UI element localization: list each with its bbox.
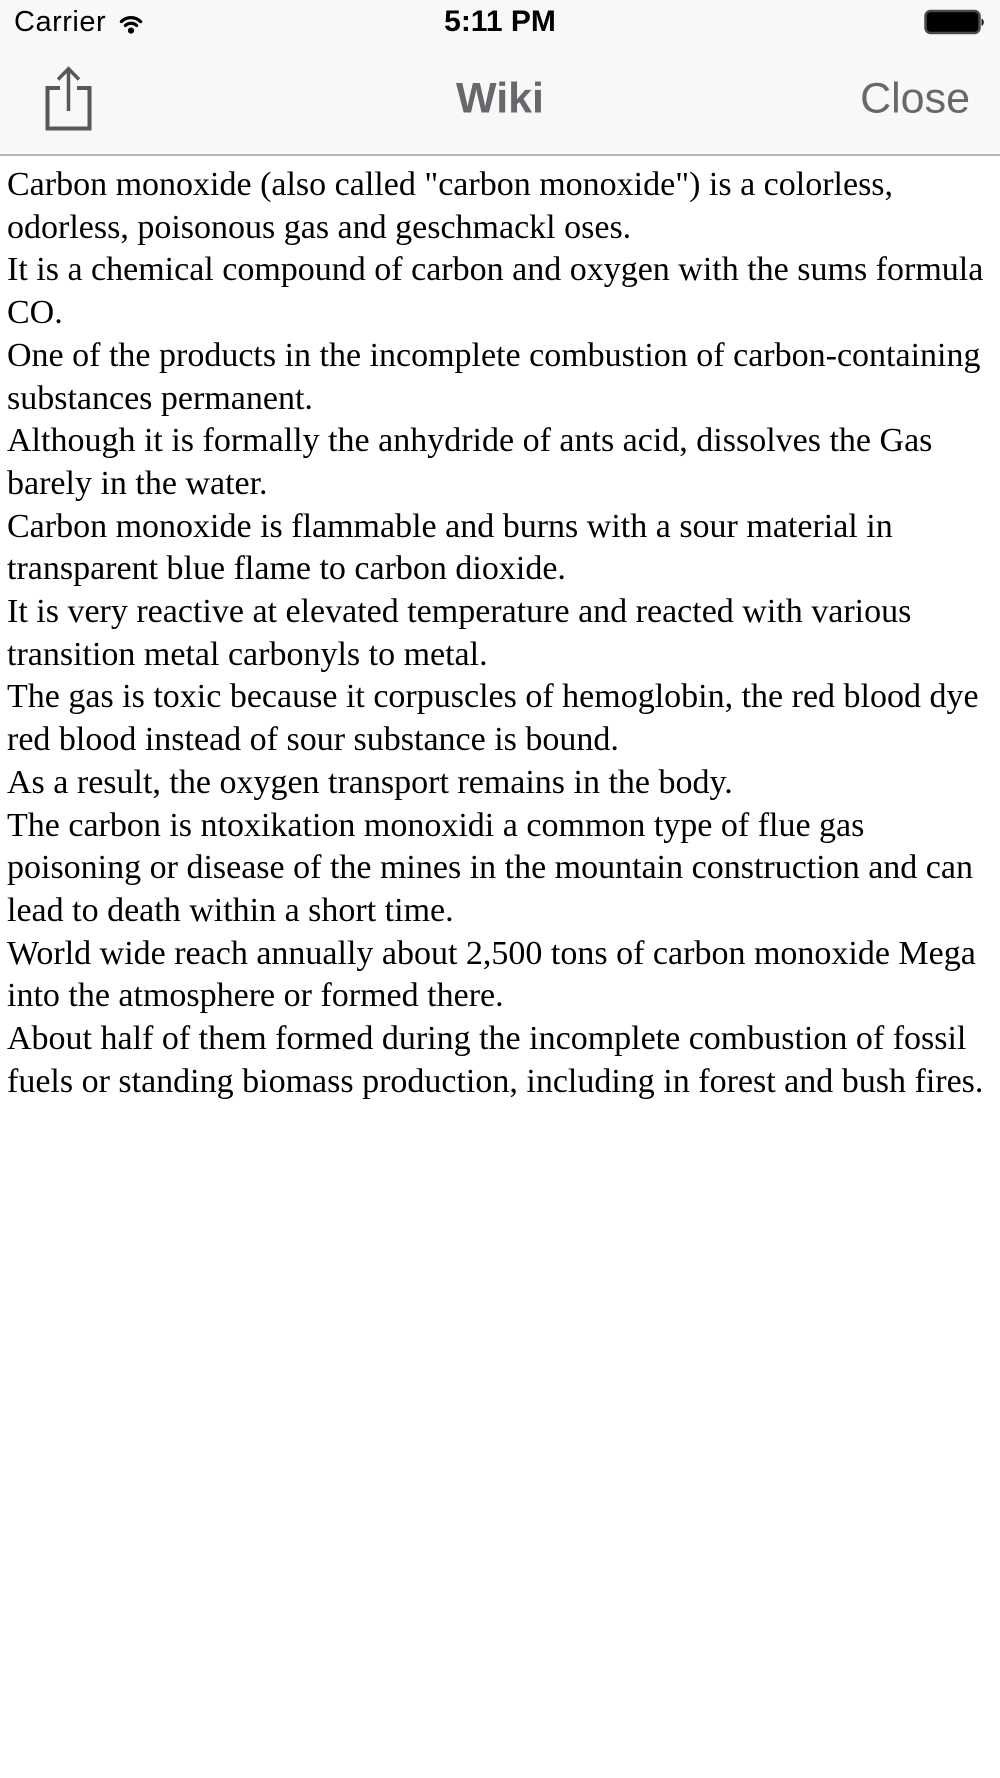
battery-icon [924, 9, 986, 35]
article-sentence: The carbon is ntoxikation monoxidi a common type of flue gas poisoning or disease of the mines in the mountain construction and can lead to death within a short time. [7, 806, 973, 929]
wifi-icon [116, 11, 146, 34]
article-sentence: The gas is toxic because it corpuscles of hemoglobin, the red blood dye red blood instead of sour substance is bound. [7, 678, 979, 759]
status-left [14, 6, 146, 39]
status-time: 5:11 PM [444, 5, 556, 38]
nav-bar [0, 44, 1000, 156]
article-sentence: As a result, the oxygen transport remains in the body. [7, 763, 733, 801]
article-sentence: About half of them formed during the incomplete combustion of fossil fuels or standing biomass production, including in forest and bush fires. [7, 1020, 984, 1100]
page-title: Wiki [455, 74, 545, 123]
carrier-label: Carrier [14, 5, 107, 38]
status-bar [0, 0, 1000, 44]
article-sentence: Although it is formally the anhydride of ants acid, dissolves the Gas barely in the water. [7, 422, 933, 502]
article-sentence: It is very reactive at elevated temperature and reacted with various transition metal carbonyls to metal. [7, 593, 912, 673]
article-sentence: Carbon monoxide (also called "carbon monoxide") is a colorless, odorless, poisonous gas and geschmackl oses. [7, 166, 894, 246]
share-icon [44, 66, 93, 132]
article-content [0, 158, 1000, 1778]
close-button[interactable]: Close [860, 74, 970, 123]
article-sentence: World wide reach annually about 2,500 tons of carbon monoxide Mega into the atmosphere or formed there. [7, 934, 976, 1015]
article-sentence: One of the products in the incomplete combustion of carbon-containing substances permanent. [7, 336, 981, 417]
article-sentence: It is a chemical compound of carbon and oxygen with the sums formula CO. [7, 251, 984, 332]
article-sentence: Carbon monoxide is flammable and burns with a sour material in transparent blue flame to carbon dioxide. [7, 507, 893, 588]
status-right [924, 9, 986, 35]
share-button[interactable] [42, 64, 95, 134]
